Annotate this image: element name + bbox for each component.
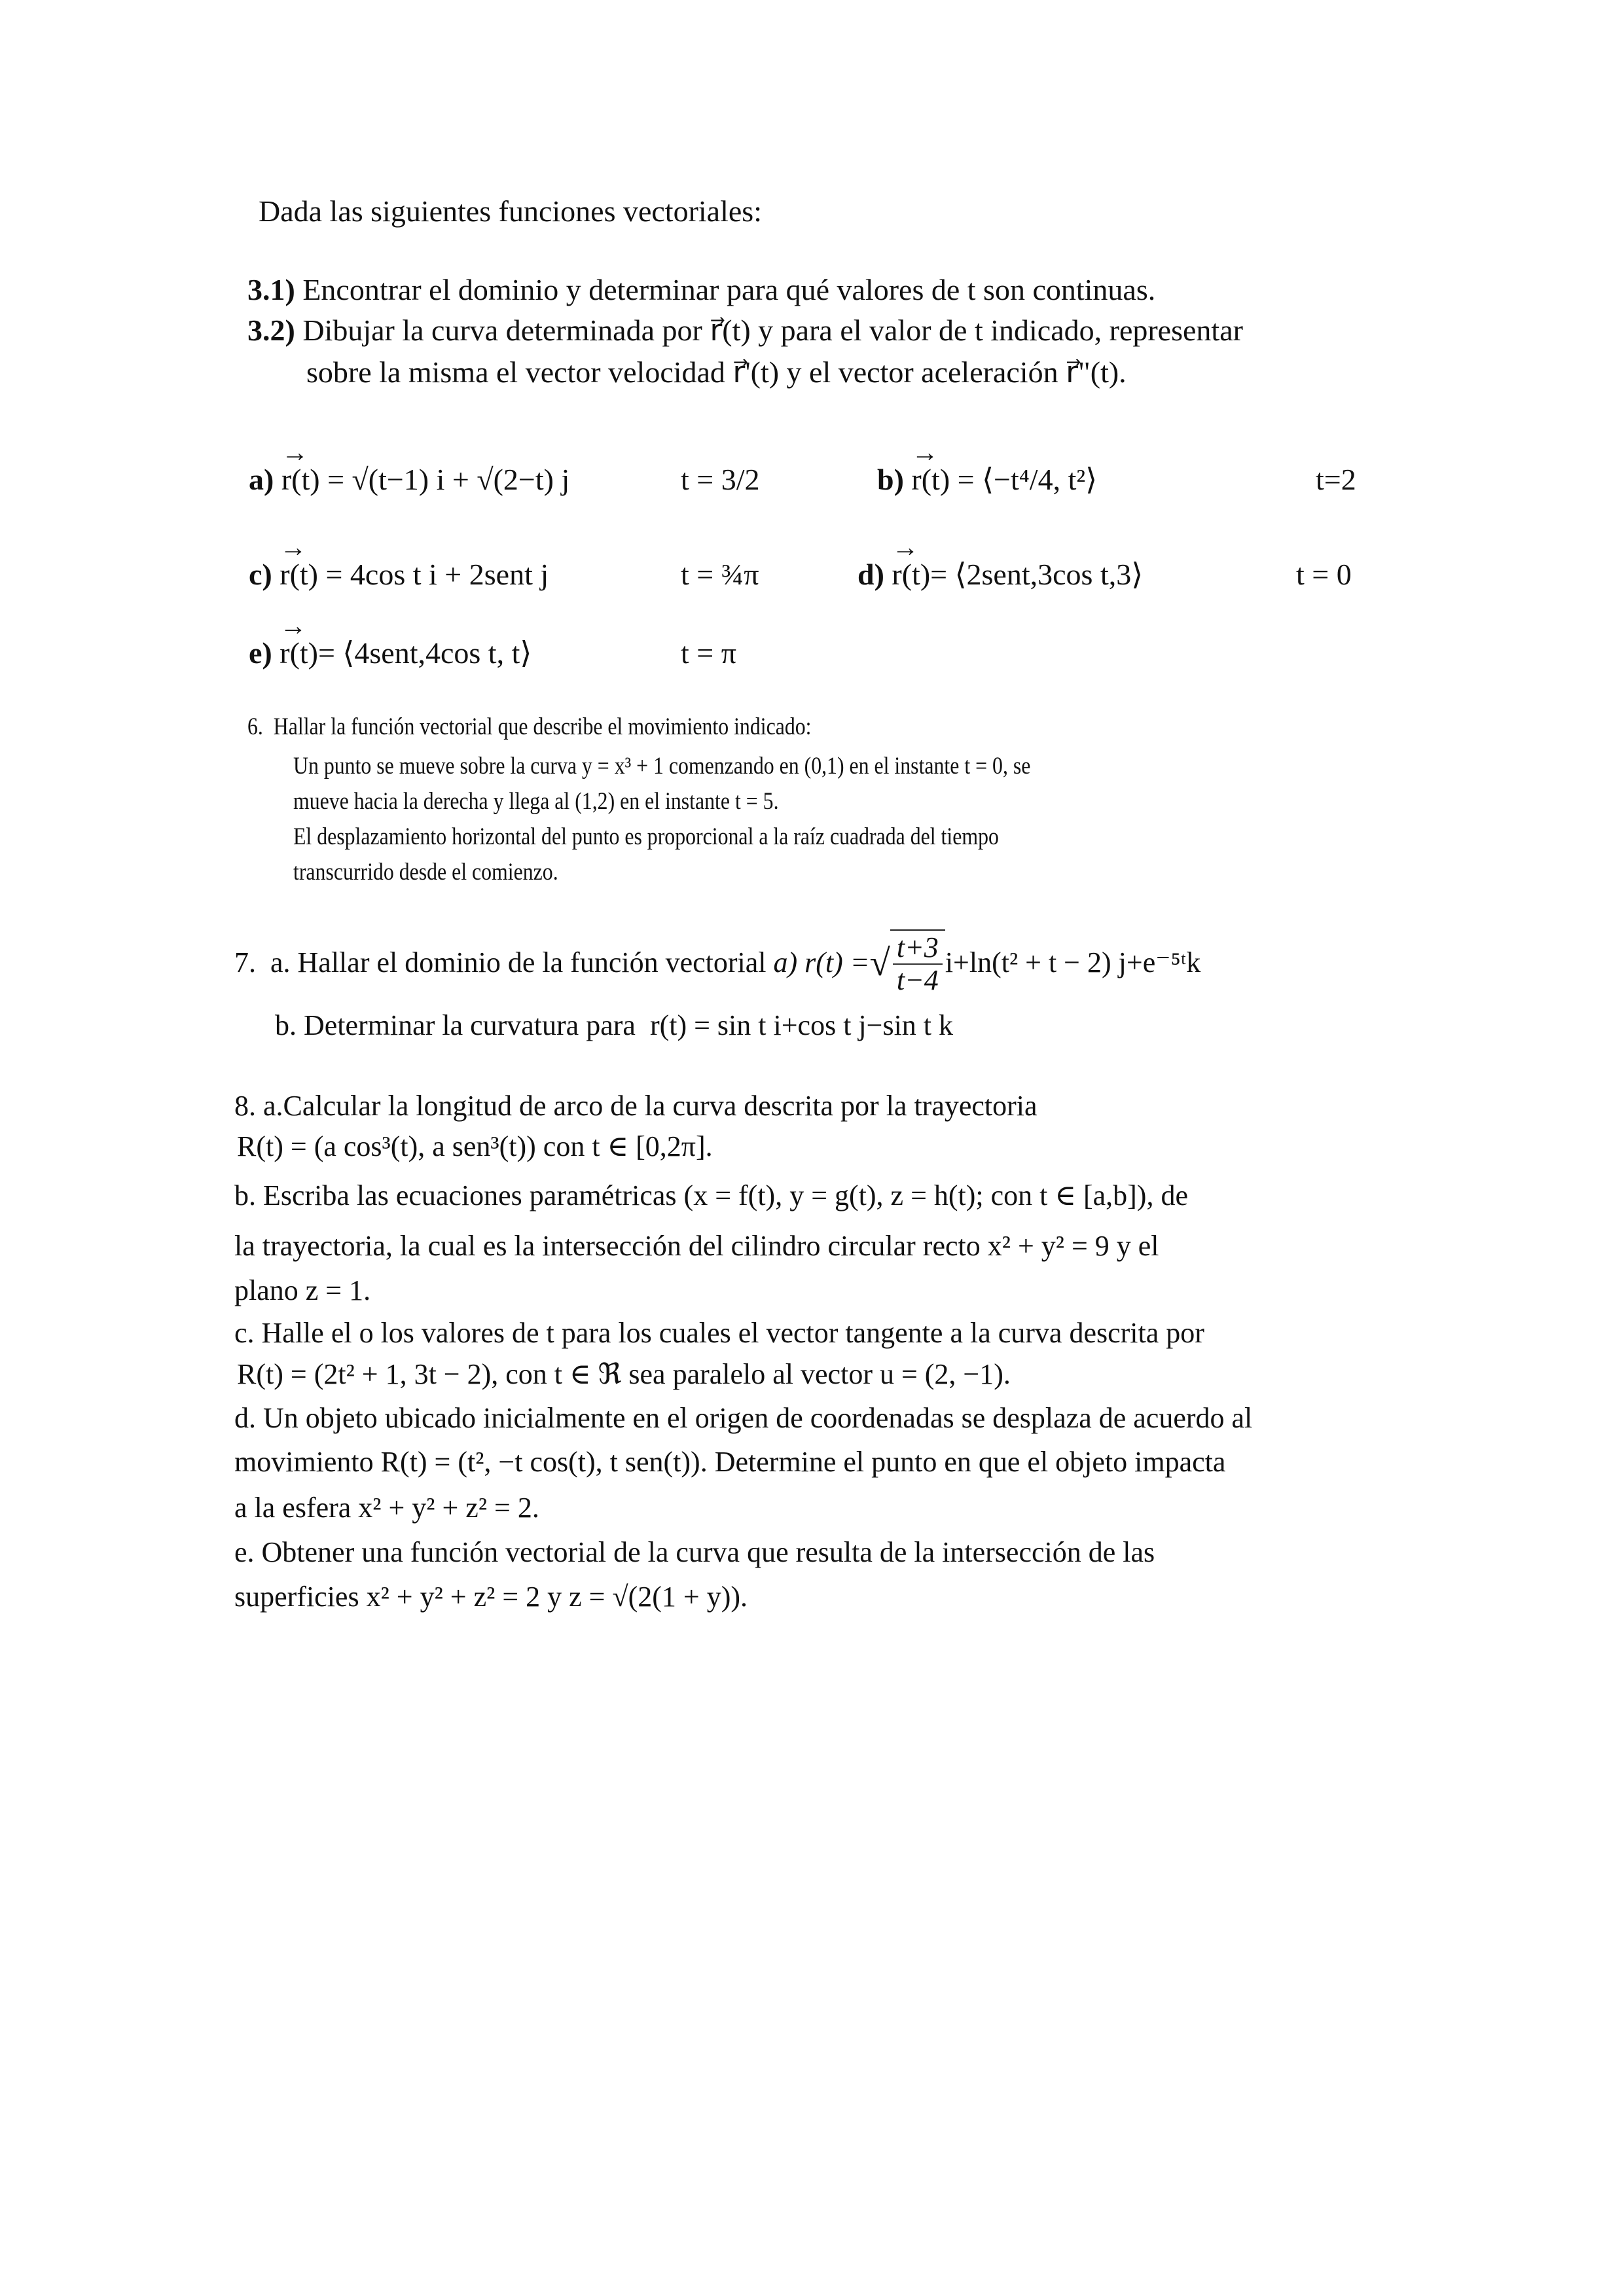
function-b	[877, 465, 1097, 495]
function-a	[249, 465, 569, 495]
task-text: Encontrar el dominio y determinar para qué valores de t son continuas.	[302, 273, 1156, 306]
problem-8b-line-1: b. Escriba las ecuaciones paramétricas (x = f(t), y = g(t), z = h(t); con t ∈ [a,b]), de	[234, 1179, 1188, 1211]
problem-8c-line-1: c. Halle el o los valores de t para los cuales el vector tangente a la curva descrita por	[234, 1317, 1204, 1349]
problem-6-line-4: transcurrido desde el comienzo.	[293, 859, 558, 886]
fraction-denominator: t−4	[896, 964, 939, 997]
problem-number: 6.	[247, 713, 263, 740]
function-expr: → r(t)= ⟨4sent,4cos t, t⟩	[280, 638, 532, 668]
function-label: a)	[249, 463, 274, 496]
function-a-tvalue: t = 3/2	[681, 463, 760, 496]
function-expr: → r(t) = 4cos t i + 2sent j	[280, 560, 549, 590]
function-expr: → r(t) = √(t−1) i + √(2−t) j	[281, 465, 569, 495]
function-c	[249, 560, 549, 590]
problem-8a-line-2: R(t) = (a cos³(t), a sen³(t)) con t ∈ [0,2π].	[237, 1130, 713, 1162]
problem-title: Hallar la función vectorial que describe el movimiento indicado:	[273, 713, 812, 740]
problem-7a-expr-prefix: a) r(t) =	[773, 946, 870, 979]
problem-7a: 7. a. Hallar el dominio de la función vectorial a) r(t) = √ $\frac{t+3}{t-4}$ i+ln(t² + t − 2) j+e⁻⁵ᵗk	[234, 929, 1200, 997]
problem-7b	[275, 1011, 953, 1040]
problem-7b-expr: r(t) = sin t i+cos t j−sin t k	[649, 1009, 954, 1041]
problem-8d-line-1: d. Un objeto ubicado inicialmente en el origen de coordenadas se desplaza de acuerdo al	[234, 1402, 1253, 1434]
problem-8a-line-1: 8. a.Calcular la longitud de arco de la curva descrita por la trayectoria	[234, 1090, 1038, 1122]
task-label: 3.1)	[247, 273, 295, 306]
function-label: c)	[249, 558, 272, 591]
problem-6-header	[247, 715, 903, 739]
problem-7a-text: a. Hallar el dominio de la función vectorial	[270, 946, 767, 979]
function-d-tvalue: t = 0	[1296, 558, 1352, 591]
function-e	[249, 638, 532, 668]
function-expr: → r(t)= ⟨2sent,3cos t,3⟩	[892, 560, 1143, 590]
function-label: e)	[249, 636, 272, 670]
problem-8d-line-2: movimiento R(t) = (t², −t cos(t), t sen(t)). Determine el punto en que el objeto impacta	[234, 1446, 1226, 1478]
problem-6-line-3: El desplazamiento horizontal del punto es proporcional a la raíz cuadrada del tiempo	[293, 823, 999, 850]
function-b-tvalue: t=2	[1316, 463, 1356, 496]
problem-8b-line-3: plano z = 1.	[234, 1274, 371, 1306]
function-label: b)	[877, 463, 904, 496]
task-3-2	[247, 315, 1243, 346]
problem-7b-text: b. Determinar la curvatura para	[275, 1009, 636, 1041]
function-e-tvalue: t = π	[681, 636, 736, 670]
task-3-1	[247, 275, 1155, 305]
function-expr: → r(t) = ⟨−t⁴/4, t²⟩	[911, 465, 1097, 495]
problem-6-line-2: mueve hacia la derecha y llega al (1,2) en el instante t = 5.	[293, 788, 779, 815]
problem-8b-line-2: la trayectoria, la cual es la intersección del cilindro circular recto x² + y² = 9 y el	[234, 1230, 1159, 1262]
problem-8d-line-3: a la esfera x² + y² + z² = 2.	[234, 1492, 539, 1524]
task-text: Dibujar la curva determinada por r⃗(t) y para el valor de t indicado, representar	[302, 314, 1243, 347]
task-3-2-continuation: sobre la misma el vector velocidad r⃗'(t) y el vector aceleración r⃗"(t).	[306, 355, 1127, 389]
sqrt-fraction	[890, 929, 945, 997]
problem-number: 7.	[234, 946, 256, 979]
function-label: d)	[857, 558, 884, 591]
fraction-numerator: t+3	[893, 932, 943, 965]
problem-7a-expr-suffix: i+ln(t² + t − 2) j+e⁻⁵ᵗk	[945, 946, 1201, 979]
function-d	[857, 560, 1143, 590]
function-c-tvalue: t = ¾π	[681, 558, 759, 591]
problem-8e-line-1: e. Obtener una función vectorial de la curva que resulta de la intersección de las	[234, 1536, 1155, 1568]
problem-8e-line-2: superficies x² + y² + z² = 2 y z = √(2(1 + y)).	[234, 1581, 748, 1613]
problem-6-line-1: Un punto se mueve sobre la curva y = x³ + 1 comenzando en (0,1) en el instante t = 0, se	[293, 753, 1031, 780]
task-label: 3.2)	[247, 314, 295, 347]
intro-text: Dada las siguientes funciones vectoriales:	[259, 194, 762, 228]
problem-8c-line-2: R(t) = (2t² + 1, 3t − 2), con t ∈ ℜ sea paralelo al vector u = (2, −1).	[237, 1358, 1011, 1390]
